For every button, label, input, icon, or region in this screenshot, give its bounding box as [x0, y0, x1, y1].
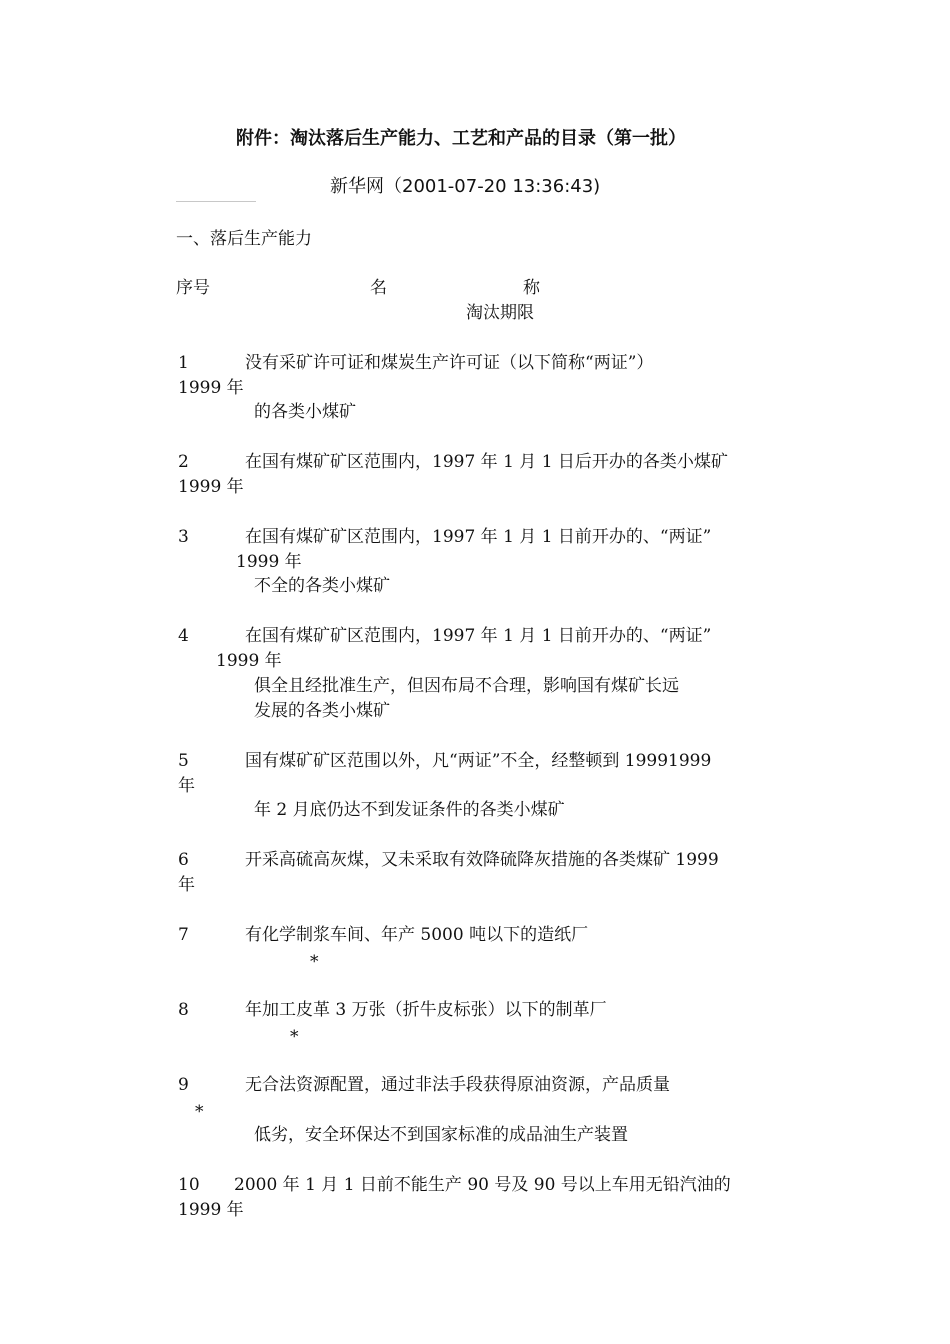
item-number: 2 — [178, 452, 189, 472]
item-name: 有化学制浆车间、年产 5000 吨以下的造纸厂 — [245, 925, 589, 945]
item-name-continued: 俱全且经批准生产，但因布局不合理，影响国有煤矿长远 — [254, 676, 679, 696]
item-number: 7 — [178, 925, 189, 945]
item-name: 开采高硫高灰煤，又未采取有效降硫降灰措施的各类煤矿 1999 — [245, 850, 719, 870]
item-deadline: * — [290, 1027, 299, 1047]
item-number: 3 — [178, 527, 189, 547]
item-number: 4 — [178, 626, 189, 646]
item-name: 在国有煤矿矿区范围内，1997 年 1 月 1 日后开办的各类小煤矿 — [245, 452, 728, 472]
item-name: 没有采矿许可证和煤炭生产许可证（以下简称“两证”） — [245, 353, 654, 373]
item-deadline: * — [310, 952, 319, 972]
item-name-continued: 发展的各类小煤矿 — [254, 701, 390, 721]
source-line: 新华网（2001-07-20 13:36:43) — [330, 176, 601, 197]
col-header-name-right: 称 — [523, 278, 540, 298]
item-name-continued: 低劣，安全环保达不到国家标准的成品油生产装置 — [254, 1125, 628, 1145]
item-number: 8 — [178, 1000, 189, 1020]
item-number: 6 — [178, 850, 189, 870]
item-name-continued: 的各类小煤矿 — [254, 402, 356, 422]
item-deadline: 年 — [178, 776, 195, 796]
item-name: 无合法资源配置，通过非法手段获得原油资源，产品质量 — [245, 1075, 670, 1095]
item-name: 在国有煤矿矿区范围内，1997 年 1 月 1 日前开办的、“两证” — [245, 527, 712, 547]
item-name: 国有煤矿矿区范围以外，凡“两证”不全，经整顿到 19991999 — [245, 751, 712, 771]
item-deadline: 1999 年 — [178, 1200, 244, 1220]
item-number: 1 — [178, 353, 189, 373]
item-deadline: 1999 年 — [236, 552, 302, 572]
item-name: 年加工皮革 3 万张（折牛皮标张）以下的制革厂 — [245, 1000, 607, 1020]
divider — [176, 201, 256, 202]
col-header-deadline: 淘汰期限 — [466, 303, 534, 323]
item-deadline: 1999 年 — [178, 378, 244, 398]
item-number: 9 — [178, 1075, 189, 1095]
col-header-number: 序号 — [176, 278, 210, 298]
item-name: 在国有煤矿矿区范围内，1997 年 1 月 1 日前开办的、“两证” — [245, 626, 712, 646]
col-header-name-left: 名 — [370, 278, 387, 298]
item-name-continued: 不全的各类小煤矿 — [254, 576, 390, 596]
item-number: 5 — [178, 751, 189, 771]
item-name-continued: 年 2 月底仍达不到发证条件的各类小煤矿 — [254, 800, 565, 820]
item-deadline: * — [195, 1102, 204, 1122]
document-title: 附件：淘汰落后生产能力、工艺和产品的目录（第一批） — [236, 128, 686, 149]
section-heading: 一、落后生产能力 — [176, 229, 312, 249]
item-deadline: 1999 年 — [216, 651, 282, 671]
item-name: 2000 年 1 月 1 日前不能生产 90 号及 90 号以上车用无铅汽油的 — [234, 1175, 731, 1195]
item-number: 10 — [178, 1175, 200, 1195]
item-deadline: 1999 年 — [178, 477, 244, 497]
item-deadline: 年 — [178, 875, 195, 895]
